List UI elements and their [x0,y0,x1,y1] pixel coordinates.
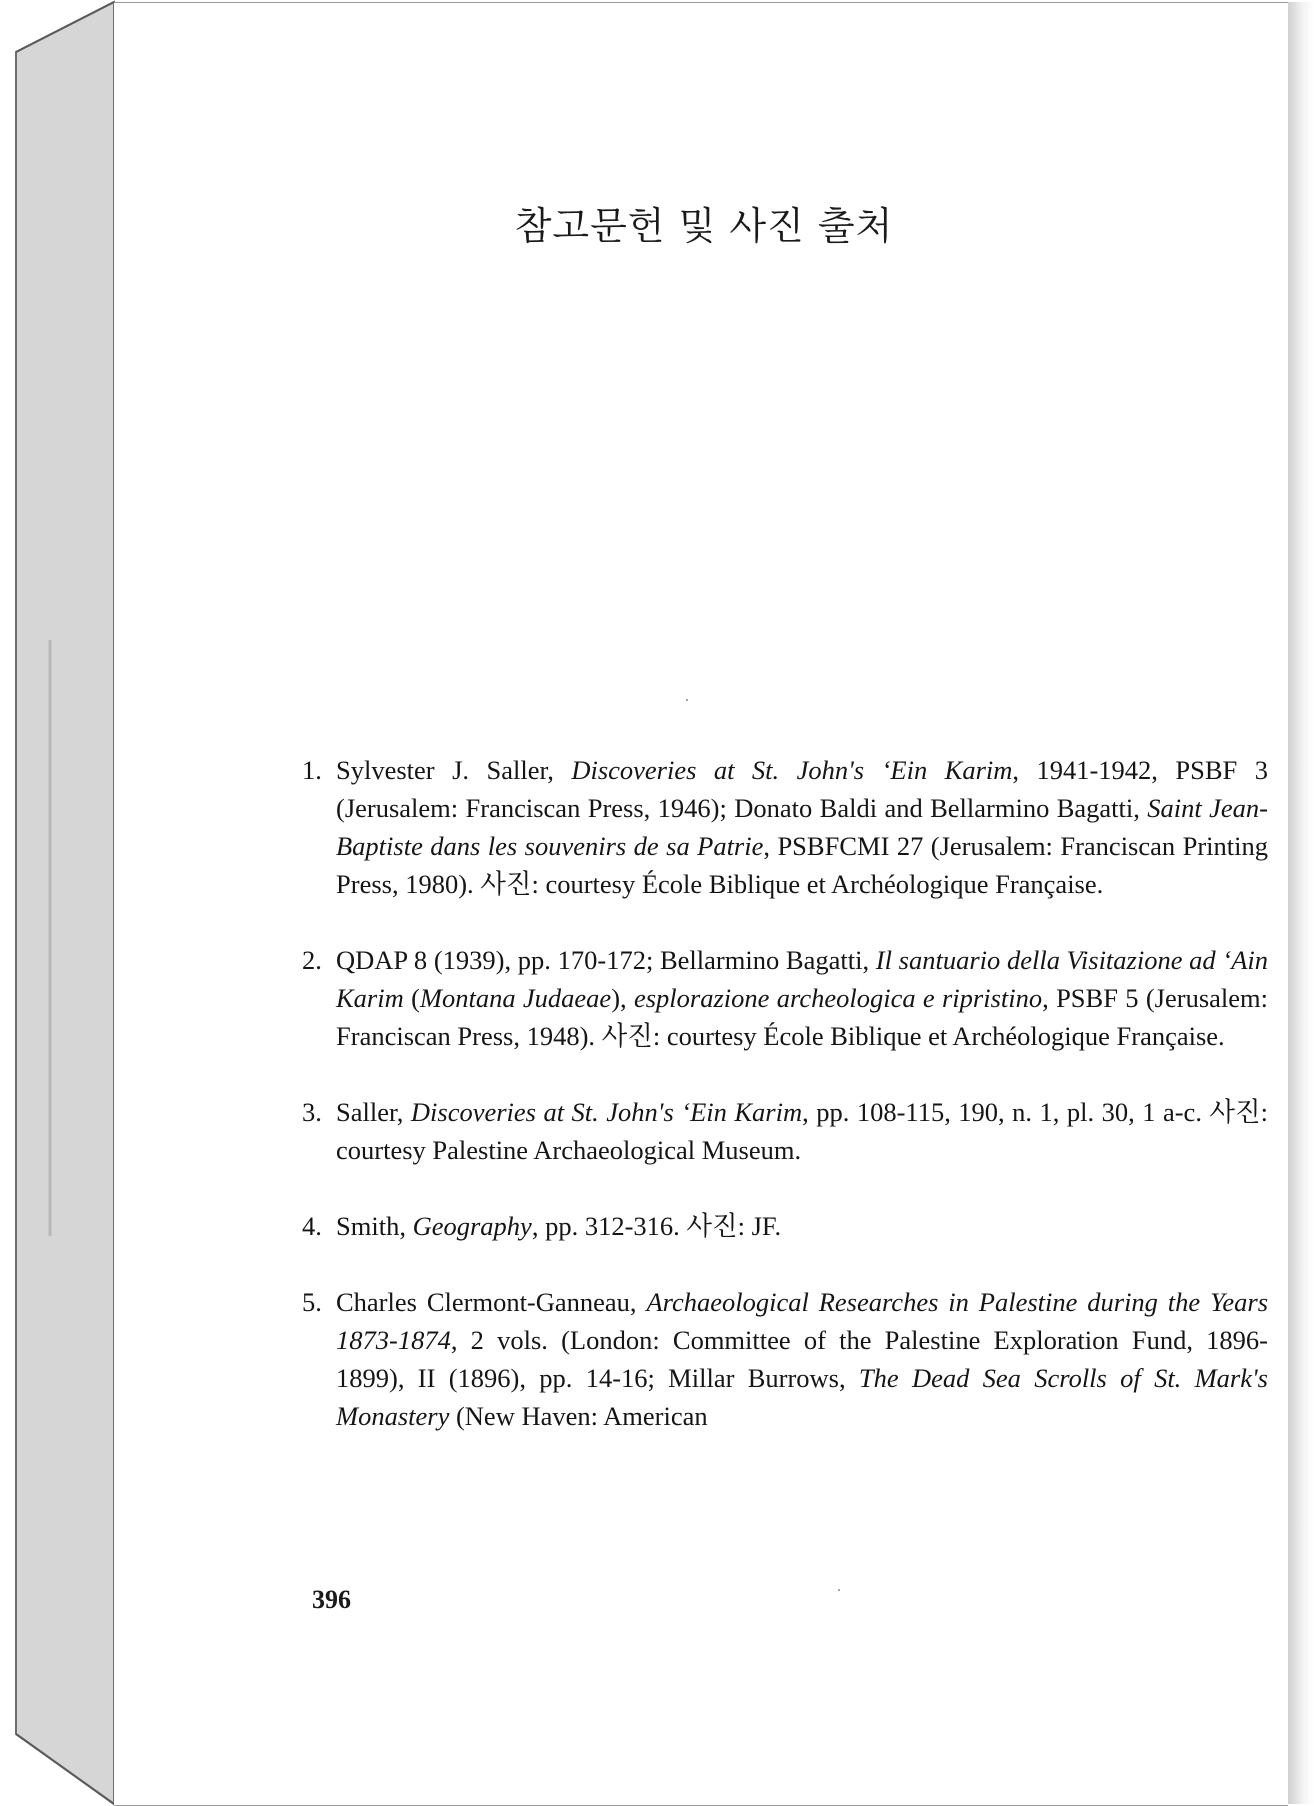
reference-text-part: Sylvester J. Saller, [336,755,572,785]
reference-text-part: Smith, [336,1211,413,1241]
scan-speck [686,699,688,701]
reference-italic-title: Saint Jean-Baptiste dans les souvenirs de sa Patrie [336,793,1268,861]
reference-text-part: , pp. 108-115, 190, n. 1, pl. 30, 1 a-c. 사진: courtesy Palestine Archaeological Museum. [336,1097,1268,1165]
reference-italic-title: Montana Judaeae [419,983,612,1013]
reference-text-part: (New Haven: American [449,1401,708,1431]
reference-italic-title: Discoveries at St. John's ‘Ein Karim [410,1097,803,1127]
reference-italic-title: Geography [412,1211,532,1241]
reference-number: 1. [302,755,322,785]
reference-text [336,1287,1268,1431]
reference-text-part: , pp. 312-316. 사진: JF. [531,1211,782,1241]
reference-number: 4. [302,1211,322,1241]
reference-text-part: QDAP 8 (1939), pp. 170-172; Bellarmino Bagatti, [336,945,876,975]
reference-item [302,1207,1268,1245]
book-page [114,2,1288,1806]
reference-item [302,1093,1268,1169]
reference-item [302,1283,1268,1435]
reference-text-part: , PSBF 5 (Jerusalem: Franciscan Press, 1948). 사진: courtesy École Biblique et Archéologique Française. [336,983,1268,1051]
page-edge-shadow [1288,2,1314,1804]
spine-face [16,2,114,1804]
reference-text [336,755,1268,899]
page-title: 참고문헌 및 사진 출처 [514,204,894,248]
reference-italic-title: esplorazione archeologica e ripristino [633,983,1043,1013]
reference-text [336,1211,781,1241]
scan-speck [838,1589,840,1591]
reference-italic-title: Il santuario della Visitazione ad ‘Ain Karim [336,945,1269,1013]
reference-number: 5. [302,1287,322,1317]
reference-text-part: , 1941-1942, PSBF 3 (Jerusalem: Franciscan Press, 1946); Donato Baldi and Bellarmino Bagatti, [336,755,1268,823]
reference-italic-title: Discoveries at St. John's ‘Ein Karim [571,755,1013,785]
reference-text-part: Charles Clermont-Ganneau, [336,1287,647,1317]
reference-item [302,751,1268,903]
reference-text-part: , PSBFCMI 27 (Jerusalem: Franciscan Printing Press, 1980). 사진: courtesy École Biblique et Archéologique Française. [336,831,1268,899]
reference-number: 2. [302,945,322,975]
reference-text [336,1097,1268,1165]
reference-text-part: Saller, [336,1097,411,1127]
reference-item [302,941,1268,1055]
reference-text-part: ( [403,983,420,1013]
reference-text-part: ), [611,983,634,1013]
reference-text-part: , 2 vols. (London: Committee of the Palestine Exploration Fund, 1896-1899), II (1896), pp. 14-16; Millar Burrows, [336,1325,1268,1393]
reference-text [336,945,1268,1051]
reference-list [302,751,1268,1473]
reference-number: 3. [302,1097,322,1127]
reference-italic-title: Archaeological Researches in Palestine during the Years 1873-1874 [336,1287,1269,1355]
page-number: 396 [312,1585,351,1614]
reference-italic-title: The Dead Sea Scrolls of St. Mark's Monastery [336,1363,1268,1431]
